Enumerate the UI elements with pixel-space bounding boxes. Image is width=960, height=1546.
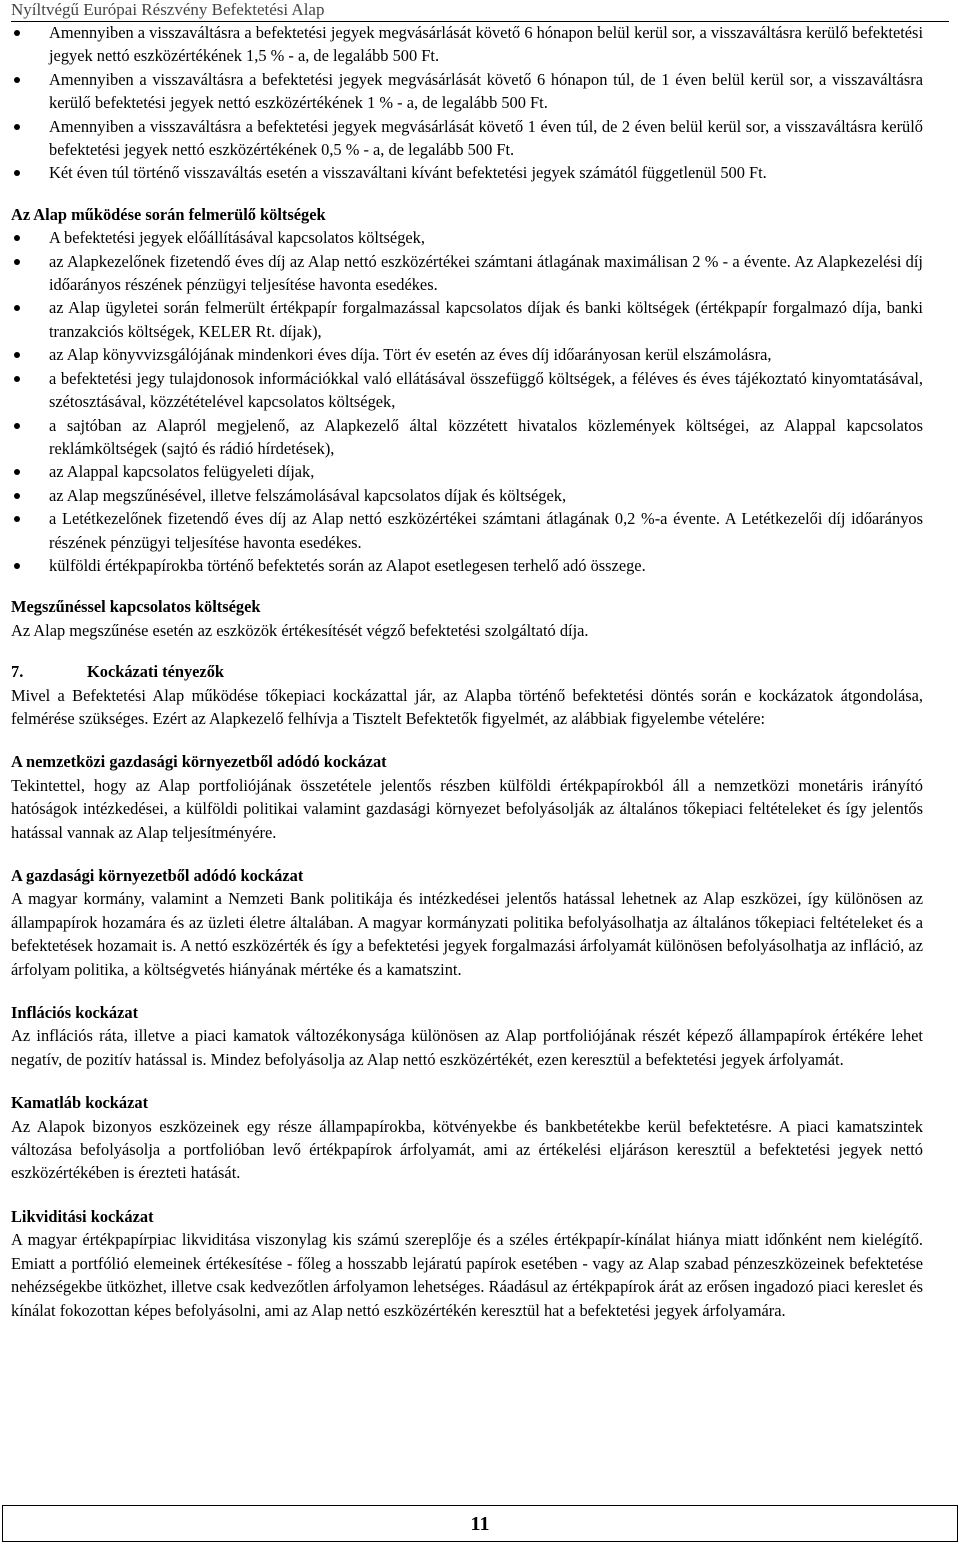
list-item: az Alap könyvvizsgálójának mindenkori éves díja. Tört év esetén az éves díj időarányosan kerül elszámolásra, bbox=[11, 343, 923, 366]
risk-heading: A gazdasági környezetből adódó kockázat bbox=[11, 866, 304, 885]
costs-heading: Az Alap működése során felmerülő költségek bbox=[11, 204, 326, 224]
risk-text: Az Alapok bizonyos eszközeinek egy része állampapírokba, kötvényekbe és bankbetétekbe kerül befektetésre. A piaci kamatszintek változása befolyásolja a portfolióban levő értékpapírok árfolyamát, ami az értékelési eljáráson keresztül a befektetési jegyek nettó eszközértékében is érezteti hatását. bbox=[11, 1116, 923, 1183]
bullet-icon bbox=[14, 423, 20, 429]
page-number: 11 bbox=[2, 1505, 958, 1542]
risk-heading: Kamatláb kockázat bbox=[11, 1093, 149, 1113]
list-item: Két éven túl történő visszaváltás esetén a visszaváltani kívánt befektetési jegyek számától függetlenül 500 Ft. bbox=[11, 161, 923, 184]
risk-text: Az inflációs ráta, illetve a piaci kamatok változékonysága különösen az Alap portfoliójának részét képező állampapírok értékére lehet negatív, de pozitív hatással is. Mindez befolyásolja az Alap nettó eszközértékét, ezen keresztül a befektetési jegyek árfolyamát. bbox=[11, 1026, 923, 1069]
risk-text: A magyar kormány, valamint a Nemzeti Bank politikája és intézkedései jelentős hatással lehetnek az Alap eszközei, így különösen az állampapírok hozamára és az üzleti életre általában. A magyar kormányzati politika befolyásolhatja az általános tőkepiaci feltételeket és a befektetések hozamait is. A nettó eszközérték és így a befektetési jegyek forgalmazási árfolyamát különösen befolyásolhatja az infláció, az árfolyam politika, a költségvetés hiányának mértéke és a kamatszint. bbox=[11, 889, 923, 979]
list-item: az Alappal kapcsolatos felügyeleti díjak, bbox=[11, 460, 923, 483]
redemption-fee-list bbox=[11, 21, 923, 185]
risk-text: Tekintettel, hogy az Alap portfoliójának összetétele jelentős részben külföldi értékpapírokból áll a nemzetközi monetáris irányító hatóságok intézkedései, a külföldi politikai valamint gazdasági környezet befolyásolják az általános tőkepiaci feltételeket és így jelentős hatással vannak az Alap teljesítményére. bbox=[11, 775, 923, 842]
risk-text: A magyar értékpapírpiac likviditása viszonylag kis számú szereplője és a széles értékpapír-kínálat hiánya miatt időnként nem kielégítő. Emiatt a portfólió elemeinek értékesítése - főleg a hosszabb lejáratú papírok esetében - vagy az Alap szabad pénzeszközeinek befektetése nehézségekbe ütközhet, illetve csak kedvezőtlen árfolyamon lehetséges. Ráadásul az értékpapírok árát az erősen ingadozó piaci kereslet és kínálat fokozottan képes befolyásolni, ami az Alap nettó eszközértékén keresztül hat a befektetési jegyek árfolyamára. bbox=[11, 1230, 923, 1320]
bullet-icon bbox=[14, 235, 20, 241]
risk-heading: Inflációs kockázat bbox=[11, 1003, 139, 1023]
list-item: az Alapkezelőnek fizetendő éves díj az Alap nettó eszközértékei számtani átlagának maximálisan 2 % - a évente. Az Alapkezelési díj időarányos részének pénzügyi teljesítése havonta esedékes. bbox=[11, 250, 923, 297]
list-item: a befektetési jegy tulajdonosok információkkal való ellátásával összefüggő költségek, a féléves és éves tájékoztató kinyomtatásával, szétosztásával, közzétételével kapcsolatos költségek, bbox=[11, 367, 923, 414]
bullet-icon bbox=[14, 305, 20, 311]
list-item: külföldi értékpapírokba történő befektetés során az Alapot esetlegesen terhelő adó összege. bbox=[11, 554, 923, 577]
bullet-icon bbox=[14, 493, 20, 499]
list-item: A befektetési jegyek előállításával kapcsolatos költségek, bbox=[11, 226, 923, 249]
bullet-icon bbox=[14, 77, 20, 83]
list-item: a Letétkezelőnek fizetendő éves díj az Alap nettó eszközértékei számtani átlagának 0,2 %-a évente. A Letétkezelői díj időarányos részének pénzügyi teljesítése havonta esedékes. bbox=[11, 507, 923, 554]
risk-heading: Likviditási kockázat bbox=[11, 1206, 154, 1226]
termination-heading: Megszűnéssel kapcsolatos költségek bbox=[11, 597, 261, 617]
bullet-icon bbox=[14, 376, 20, 382]
risk-section-heading bbox=[11, 660, 923, 683]
bullet-icon bbox=[14, 259, 20, 265]
section-title: Kockázati tényezők bbox=[87, 662, 225, 682]
list-item: Amennyiben a visszaváltásra a befektetési jegyek megvásárlását követő 6 hónapon túl, de 1 éven belül kerül sor, a visszaváltásra kerülő befektetési jegyek nettó eszközértékének 1 % - a, de legalább 500 Ft. bbox=[11, 68, 923, 115]
risk-heading: A nemzetközi gazdasági környezetből adódó kockázat bbox=[11, 752, 387, 772]
bullet-icon bbox=[14, 563, 20, 569]
termination-text: Az Alap megszűnése esetén az eszközök értékesítését végző befektetési szolgáltató díja. bbox=[11, 620, 589, 640]
bullet-icon bbox=[14, 30, 20, 36]
list-item: a sajtóban az Alapról megjelenő, az Alapkezelő által közzétett hivatalos közlemények költségei, az Alappal kapcsolatos reklámköltségek (sajtó és rádió hírdetések), bbox=[11, 414, 923, 461]
risk-intro: Mivel a Befektetési Alap működése tőkepiaci kockázattal jár, az Alapba történő befektetési döntés során e kockázatok átgondolása, felmérése szükséges. Ezért az Alapkezelő felhívja a Tisztelt Befektetők figyelmét, az alábbiak figyelembe vételére: bbox=[11, 685, 923, 728]
bullet-icon bbox=[14, 352, 20, 358]
list-item: az Alap ügyletei során felmerült értékpapír forgalmazással kapcsolatos díjak és banki költségek (értékpapír forgalmazó díja, banki tranzakciós költségek, KELER Rt. díjak), bbox=[11, 296, 923, 343]
bullet-icon bbox=[14, 170, 20, 176]
list-item: az Alap megszűnésével, illetve felszámolásával kapcsolatos díjak és költségek, bbox=[11, 484, 923, 507]
page-content bbox=[11, 21, 923, 1322]
bullet-icon bbox=[14, 469, 20, 475]
bullet-icon bbox=[14, 516, 20, 522]
list-item: Amennyiben a visszaváltásra a befektetési jegyek megvásárlását követő 6 hónapon belül kerül sor, a visszaváltásra kerülő befektetési jegyek nettó eszközértékének 1,5 % - a, de legalább 500 Ft. bbox=[11, 21, 923, 68]
running-header: Nyíltvégű Európai Részvény Befektetési Alap bbox=[11, 0, 949, 22]
section-number: 7. bbox=[11, 662, 24, 682]
bullet-icon bbox=[14, 124, 20, 130]
list-item: Amennyiben a visszaváltásra a befektetési jegyek megvásárlását követő 1 éven túl, de 2 éven belül kerül sor, a visszaváltásra kerülő befektetési jegyek nettó eszközértékének 0,5 % - a, de legalább 500 Ft. bbox=[11, 115, 923, 162]
costs-list bbox=[11, 226, 923, 577]
